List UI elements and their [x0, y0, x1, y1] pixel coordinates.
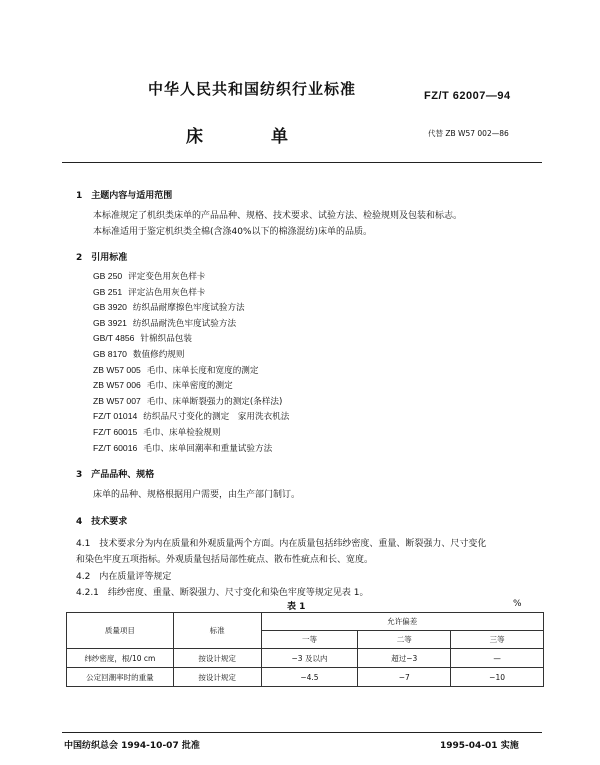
document-title: 床 单 [186, 127, 288, 147]
reference-code: GB 251 [93, 286, 123, 297]
table-row [67, 649, 544, 668]
row-2-grade-1: −4.5 [261, 668, 358, 687]
effective-date: 1995-04-01 实施 [440, 741, 519, 751]
reference-title: 针棉织品包装 [140, 334, 192, 345]
replaces-note: 代替 ZB W57 002—86 [428, 129, 509, 138]
reference-code: ZB W57 007 [93, 395, 141, 406]
row-1-standard: 按设计规定 [173, 649, 261, 668]
reference-title: 纺织品尺寸变化的测定 家用洗衣机法 [143, 412, 290, 423]
row-2-item: 公定回潮率时的重量 [67, 668, 174, 687]
reference-item [93, 301, 245, 313]
section-3-heading: 3 产品品种、规格 [76, 470, 155, 480]
reference-item [93, 442, 272, 454]
header-tolerance: 允许偏差 [261, 613, 543, 631]
header-rule [62, 162, 542, 163]
reference-title: 评定变色用灰色样卡 [128, 272, 206, 282]
reference-code: ZB W57 005 [93, 364, 141, 375]
quality-table [66, 612, 544, 687]
reference-title: 评定沾色用灰色样卡 [128, 287, 206, 298]
reference-code: ZB W57 006 [93, 380, 141, 391]
reference-title: 毛巾、床单断裂强力的测定(条样法) [146, 396, 283, 407]
reference-code: GB 250 [93, 271, 123, 281]
table-unit: % [513, 599, 522, 609]
section-1-heading: 1 主题内容与适用范围 [76, 191, 173, 201]
clause-4-1-line-2: 和染色牢度五项指标。外观质量包括局部性疵点、散布性疵点和长、宽度。 [76, 555, 374, 565]
reference-title: 数值修约规则 [132, 350, 185, 360]
reference-item [93, 317, 236, 329]
reference-code: GB 3921 [93, 317, 127, 328]
clause-4-2: 4.2 内在质量评等规定 [76, 572, 172, 582]
row-2-grade-3: −10 [451, 668, 544, 687]
row-1-grade-2: 超过−3 [358, 649, 451, 668]
row-1-item: 纬纱密度，根/10 cm [67, 649, 174, 668]
reference-item [93, 410, 289, 422]
section-2-heading: 2 引用标准 [76, 253, 128, 263]
reference-title: 毛巾、床单长度和宽度的测定 [146, 365, 259, 376]
row-1-grade-3: — [451, 649, 544, 668]
header-grade-2: 二等 [358, 631, 451, 649]
reference-item [93, 348, 185, 360]
section-4-heading: 4 技术要求 [76, 517, 128, 527]
reference-item [93, 332, 192, 344]
reference-code: GB 8170 [93, 349, 127, 359]
reference-item [93, 286, 206, 298]
reference-title: 纺织品耐摩擦色牢度试验方法 [132, 303, 245, 314]
reference-item [93, 395, 282, 407]
reference-item [93, 364, 259, 376]
header-grade-1: 一等 [261, 631, 358, 649]
reference-code: GB 3920 [93, 302, 127, 313]
row-2-grade-2: −7 [358, 668, 451, 687]
reference-item [93, 426, 221, 438]
standard-number: FZ/T 62007—94 [424, 90, 511, 102]
clause-4-2-1: 4.2.1 纬纱密度、重量、断裂强力、尺寸变化和染色牢度等规定见表 1。 [76, 588, 369, 598]
header-grade-3: 三等 [451, 631, 544, 649]
org-title: 中华人民共和国纺织行业标准 [148, 80, 357, 98]
header-standard: 标准 [173, 613, 261, 649]
clause-4-1-line-1: 4.1 技术要求分为内在质量和外观质量两个方面。内在质量包括纬纱密度、重量、断裂强力、尺寸变化 [76, 539, 487, 549]
row-1-grade-1: −3 及以内 [261, 649, 358, 668]
table-row [67, 668, 544, 687]
reference-code: FZ/T 60015 [93, 427, 138, 437]
reference-code: GB/T 4856 [93, 333, 135, 344]
reference-title: 毛巾、床单回潮率和重量试验方法 [143, 443, 273, 454]
reference-title: 纺织品耐洗色牢度试验方法 [132, 318, 237, 329]
row-2-standard: 按设计规定 [173, 668, 261, 687]
reference-title: 毛巾、床单检验规则 [143, 428, 221, 438]
reference-title: 毛巾、床单密度的测定 [146, 381, 233, 392]
approval-date: 中国纺织总会 1994-10-07 批准 [64, 741, 200, 751]
reference-code: FZ/T 60016 [93, 442, 138, 453]
reference-code: FZ/T 01014 [93, 411, 138, 422]
table-caption: 表 1 [287, 602, 306, 612]
section-1-paragraph-1: 本标准规定了机织类床单的产品品种、规格、技术要求、试验方法、检验规则及包装和标志。 [93, 211, 463, 221]
header-quality-item: 质量项目 [67, 613, 174, 649]
section-3-paragraph: 床单的品种、规格根据用户需要，由生产部门制订。 [93, 490, 301, 500]
footer-rule [62, 732, 542, 733]
reference-item [93, 270, 206, 282]
section-1-paragraph-2: 本标准适用于鉴定机织类全棉(含涤40%以下的棉涤混纺)床单的品质。 [93, 227, 373, 237]
reference-item [93, 379, 233, 391]
